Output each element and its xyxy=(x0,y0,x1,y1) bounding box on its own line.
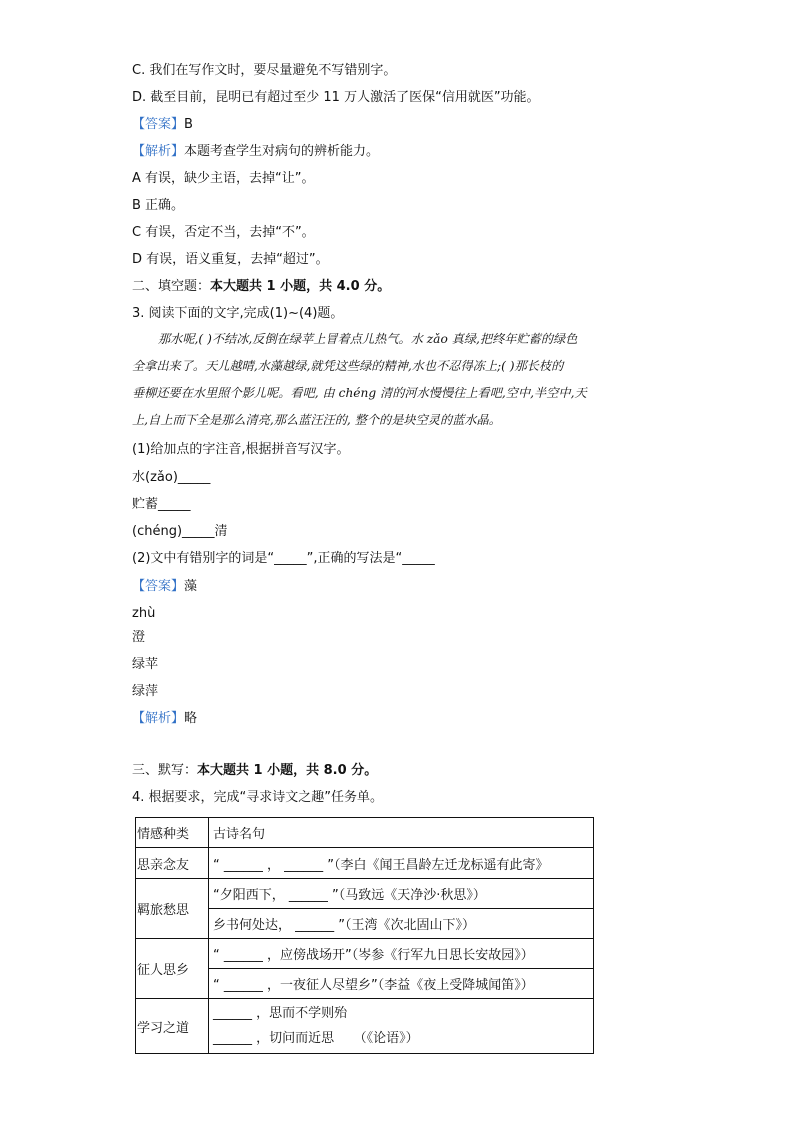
answer-label: 【答案】 xyxy=(132,117,185,132)
explain-b: B 正确。 xyxy=(132,198,185,213)
q2-answer xyxy=(132,116,193,134)
answer-value: 藻 xyxy=(184,579,198,594)
row1-poem: “ ______ ， ______ ”（李白《闻王昌龄左迁龙标遥有此寄》 xyxy=(209,848,594,879)
table-row xyxy=(136,939,594,969)
row4-poem-a: ______ ，思而不学则殆 xyxy=(213,1006,348,1021)
row2-type: 羁旅愁思 xyxy=(136,879,209,939)
analysis-label: 【解析】 xyxy=(132,144,185,159)
explain-d: D 有误，语义重复，去掉“超过”。 xyxy=(132,252,329,267)
q3-passage xyxy=(132,326,656,434)
answer-label: 【答案】 xyxy=(132,579,185,594)
q4-prompt: 4. 根据要求，完成“寻求诗文之趣”任务单。 xyxy=(132,790,384,805)
section3-prefix: 三、默写： xyxy=(132,763,198,778)
table-row xyxy=(136,879,594,909)
analysis-text: 略 xyxy=(184,711,198,726)
q3-item-zao: 水(zǎo)_____ xyxy=(132,470,211,485)
passage-line: 全拿出来了。天儿越晴,水藻越绿,就凭这些绿的精神,水也不忍得冻上;( )那长枝的 xyxy=(132,359,564,373)
table-row xyxy=(136,818,594,848)
header-type: 情感种类 xyxy=(136,818,209,848)
analysis-text: 本题考查学生对病句的辨析能力。 xyxy=(184,144,380,159)
row2-poem-a: “夕阳西下， ______ ”（马致远《天净沙·秋思》） xyxy=(209,879,594,909)
analysis-label: 【解析】 xyxy=(132,711,185,726)
q3-prompt: 3. 阅读下面的文字,完成(1)~(4)题。 xyxy=(132,306,344,321)
q2-analysis xyxy=(132,143,379,161)
section3-heading xyxy=(132,762,377,780)
poem-task-table xyxy=(135,817,594,1054)
q3-answer-line: zhù xyxy=(132,606,156,621)
row2-poem-b: 乡书何处达， ______ ”（王湾《次北固山下》） xyxy=(209,909,594,939)
row4-poem xyxy=(209,999,594,1054)
q3-sub2: (2)文中有错别字的词是“_____”,正确的写法是“_____ xyxy=(132,551,435,566)
passage-line: 那水呢,( )不结冰,反倒在绿苹上冒着点儿热气。水 zǎo 真绿,把终年贮蓄的绿色 xyxy=(158,332,578,346)
q3-answer-line: 绿萍 xyxy=(132,684,159,699)
answer-value: B xyxy=(184,117,193,132)
q3-answer-line: 绿苹 xyxy=(132,657,159,672)
passage-line: 上,自上而下全是那么清亮,那么蓝汪汪的, 整个的是块空灵的蓝水晶。 xyxy=(132,413,501,427)
option-d: D. 截至目前，昆明已有超过至少 11 万人激活了医保“信用就医”功能。 xyxy=(132,90,540,105)
q3-item-cheng: (chéng)_____清 xyxy=(132,524,228,539)
table-row xyxy=(136,848,594,879)
explain-a: A 有误，缺少主语，去掉“让”。 xyxy=(132,171,315,186)
section2-prefix: 二、填空题： xyxy=(132,279,211,294)
q3-analysis xyxy=(132,710,197,728)
header-poem: 古诗名句 xyxy=(209,818,594,848)
table-row xyxy=(136,999,594,1054)
row3-type: 征人思乡 xyxy=(136,939,209,999)
q3-answer-line: 澄 xyxy=(132,630,146,645)
option-c: C. 我们在写作文时，要尽量避免不写错别字。 xyxy=(132,63,397,78)
row3-poem-b: “ ______ ，一夜征人尽望乡”（李益《夜上受降城闻笛》） xyxy=(209,969,594,999)
section2-bold: 本大题共 1 小题，共 4.0 分。 xyxy=(210,279,391,294)
q3-answer xyxy=(132,578,197,596)
section3-bold: 本大题共 1 小题，共 8.0 分。 xyxy=(197,763,378,778)
explain-c: C 有误，否定不当，去掉“不”。 xyxy=(132,225,315,240)
row1-type: 思亲念友 xyxy=(136,848,209,879)
q3-sub1: (1)给加点的字注音,根据拼音写汉字。 xyxy=(132,442,350,457)
section2-heading xyxy=(132,278,390,296)
row4-type: 学习之道 xyxy=(136,999,209,1054)
q3-item-zhu: 贮蓄_____ xyxy=(132,497,191,512)
passage-line: 垂柳还要在水里照个影儿呢。看吧, 由 chéng 清的河水慢慢往上看吧,空中,半空中,天 xyxy=(132,386,587,400)
row3-poem-a: “ ______ ，应傍战场开”（岑参《行军九日思长安故园》） xyxy=(209,939,594,969)
row4-poem-b: ______ ，切问而近思 （《论语》） xyxy=(213,1031,419,1046)
